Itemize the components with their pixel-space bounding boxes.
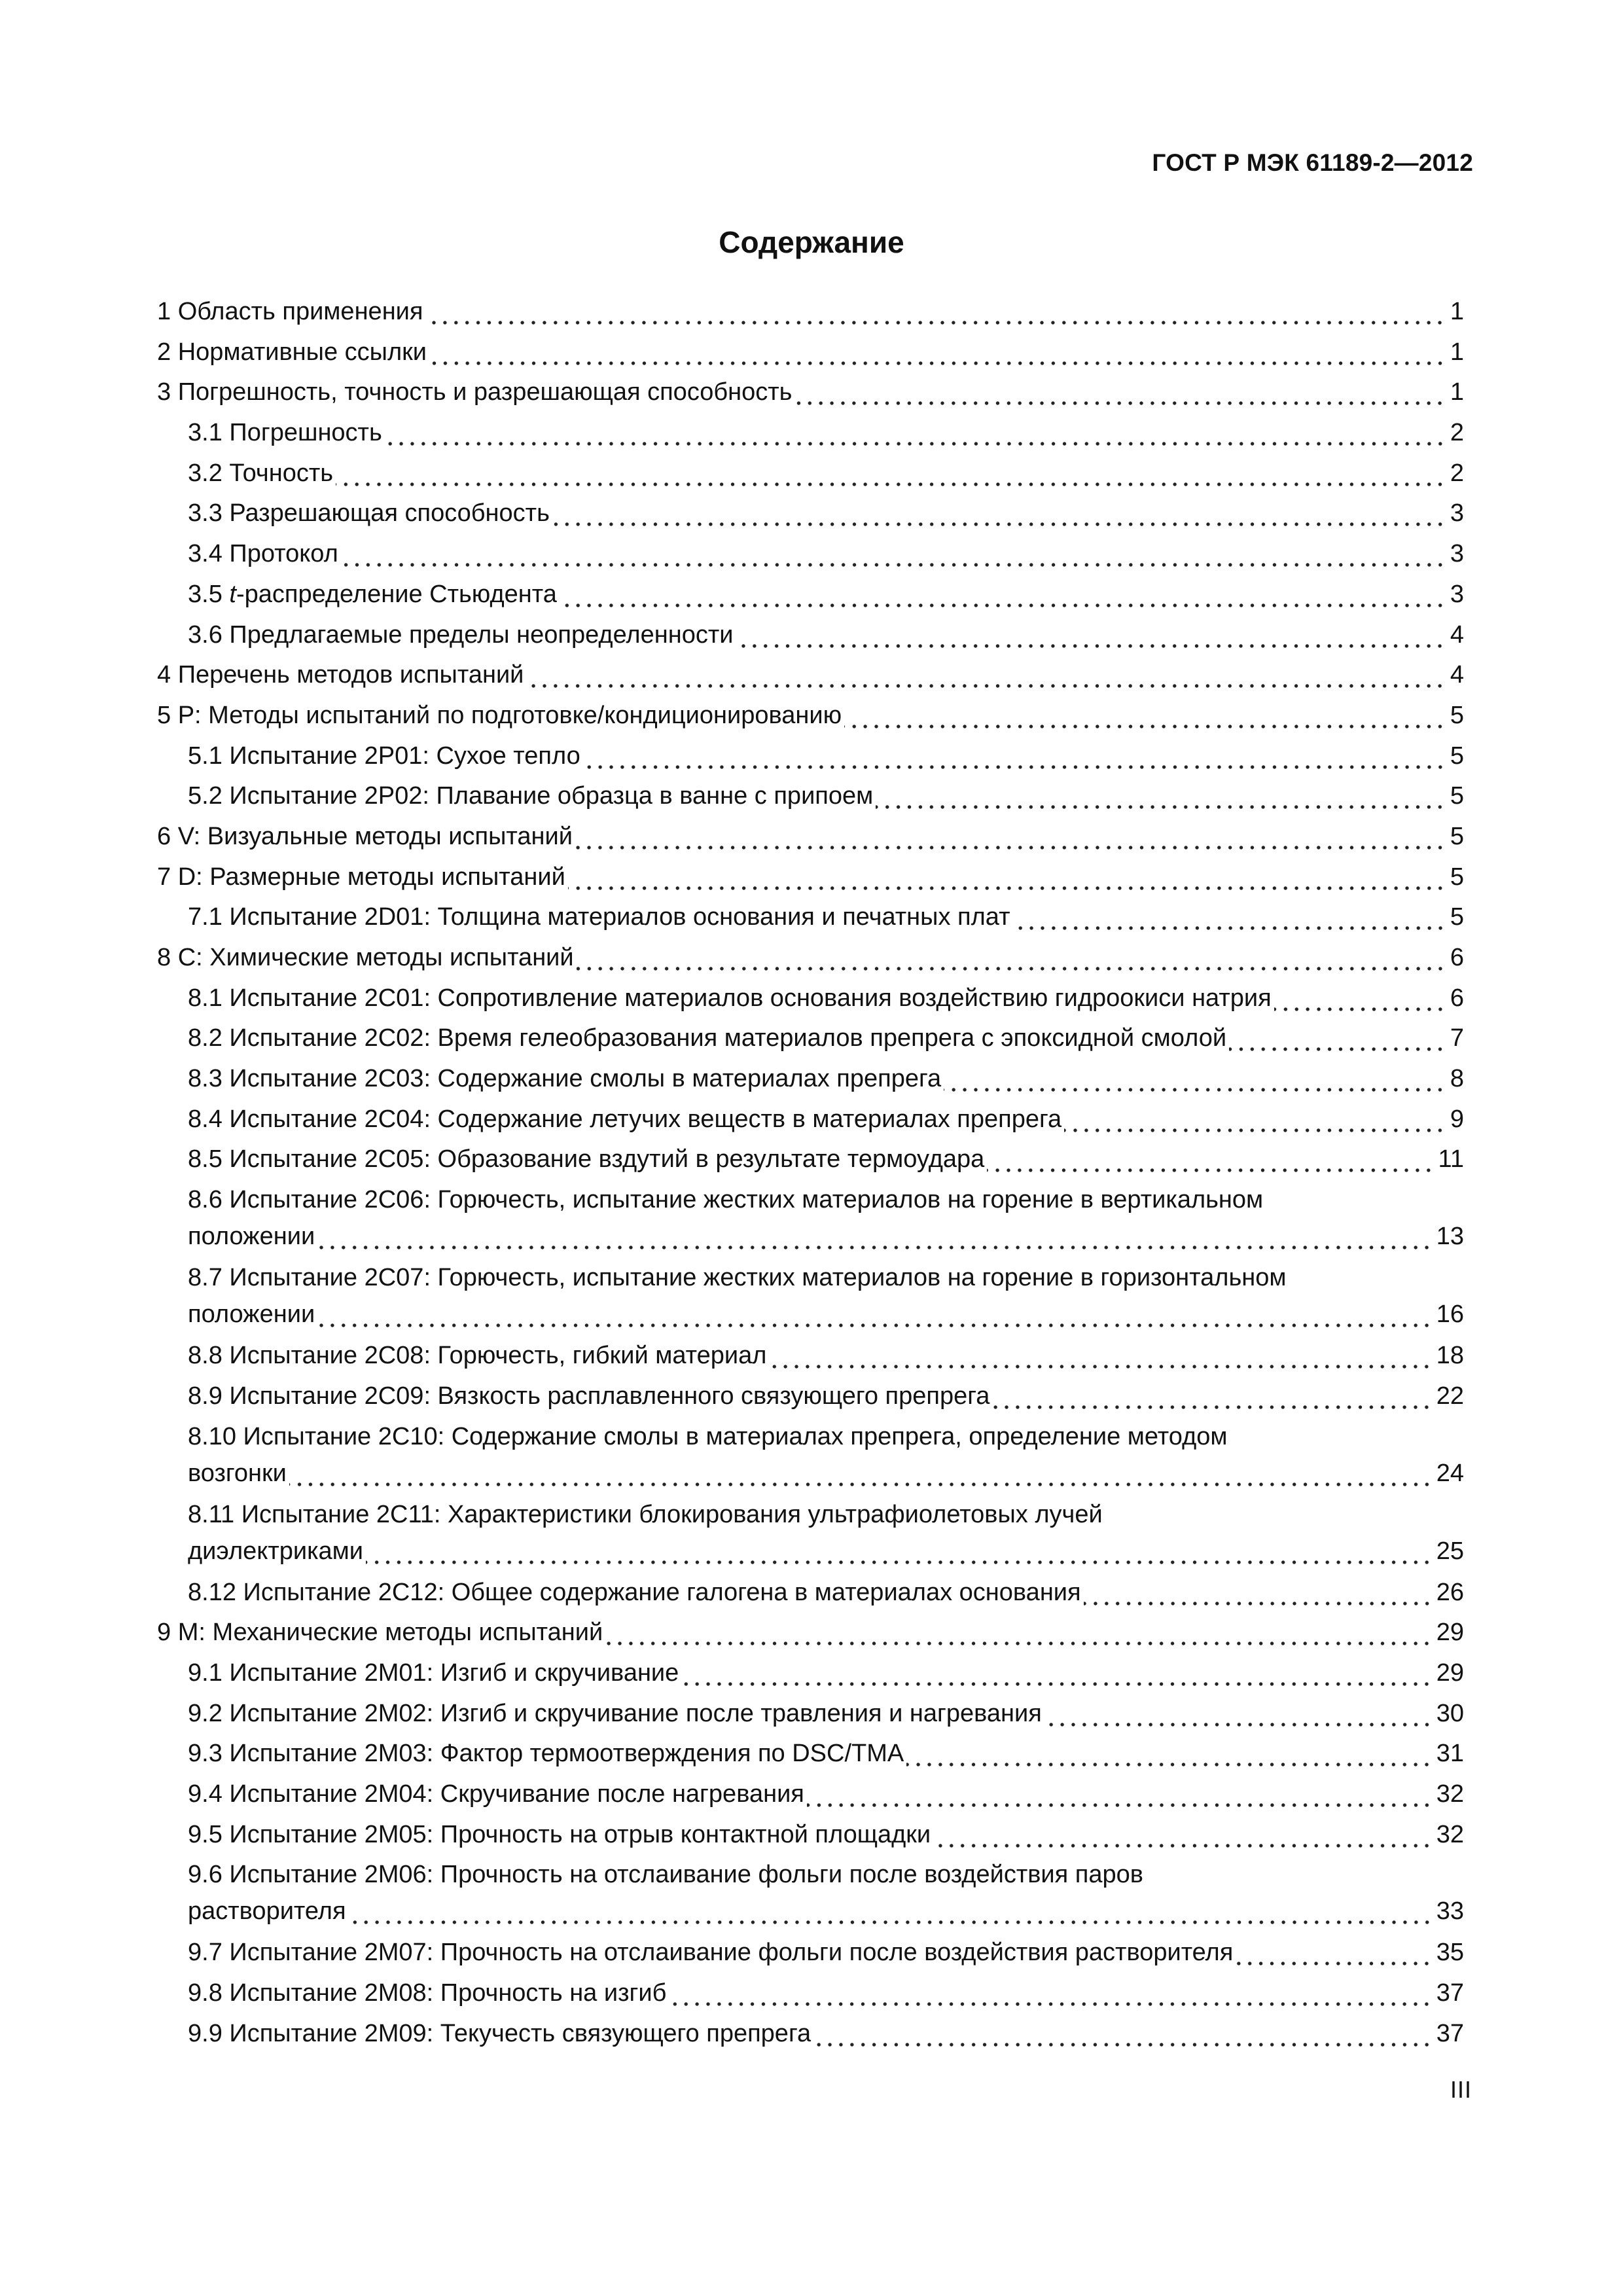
toc-page-number: 11 bbox=[1438, 1145, 1464, 1174]
toc-entry[interactable] bbox=[157, 577, 1464, 618]
dot-leader bbox=[669, 1976, 1432, 2010]
toc-page-number: 4 bbox=[1450, 620, 1464, 649]
dot-leader bbox=[526, 658, 1446, 692]
toc-entry[interactable] bbox=[157, 1021, 1464, 1062]
toc-page-number: 5 bbox=[1450, 701, 1464, 729]
toc-entry-text-continued: диэлектриками bbox=[188, 1537, 364, 1565]
toc-entry-text: 8.3 Испытание 2С03: Содержание смолы в материалах препрега bbox=[188, 1065, 942, 1093]
toc-page-number: 22 bbox=[1436, 1382, 1464, 1410]
toc-entry[interactable] bbox=[157, 1818, 1464, 1858]
toc-entry-text: 8.4 Испытание 2С04: Содержание летучих веществ в материалах препрега bbox=[188, 1105, 1062, 1133]
toc-page-number: 30 bbox=[1436, 1699, 1464, 1727]
dot-leader bbox=[1044, 1696, 1433, 1731]
toc-page-number: 18 bbox=[1436, 1342, 1464, 1370]
toc-entry-text-continued: положении bbox=[188, 1223, 315, 1251]
toc-page-number: 35 bbox=[1436, 1939, 1464, 1967]
toc-entry-text: 8 С: Химические методы испытаний bbox=[157, 944, 574, 971]
toc-page-number: 29 bbox=[1436, 1659, 1464, 1687]
toc-entry[interactable] bbox=[157, 1183, 1464, 1261]
toc-entry[interactable] bbox=[157, 618, 1464, 658]
toc-entry[interactable] bbox=[157, 537, 1464, 577]
toc-page-number: 6 bbox=[1450, 984, 1464, 1012]
toc-entry-text: 9.9 Испытание 2М09: Текучесть связующего препрега bbox=[188, 2019, 812, 2047]
toc-entry-text: 9 М: Механические методы испытаний bbox=[157, 1619, 603, 1647]
toc-entry-text: 7.1 Испытание 2D01: Толщина материалов основания и печатных плат bbox=[188, 903, 1010, 931]
toc-page-number: 32 bbox=[1436, 1820, 1464, 1848]
standard-designation: ГОСТ Р МЭК 61189-2—2012 bbox=[1152, 149, 1473, 176]
dot-leader bbox=[583, 739, 1446, 773]
toc-page-number: 5 bbox=[1450, 822, 1464, 850]
toc-entry[interactable] bbox=[157, 1777, 1464, 1818]
toc-entry-text: 8.11 Испытание 2С11: Характеристики блокирования ультрафиолетовых лучей bbox=[188, 1500, 1103, 1528]
dot-leader bbox=[552, 496, 1446, 530]
toc-entry[interactable] bbox=[157, 900, 1464, 941]
toc-entry-text-continued: растворителя bbox=[188, 1897, 346, 1926]
toc-page-number: 5 bbox=[1450, 742, 1464, 770]
toc-entry[interactable] bbox=[157, 1420, 1464, 1498]
toc-entry[interactable] bbox=[157, 496, 1464, 537]
toc-entry-text: 8.12 Испытание 2С12: Общее содержание галогена в материалах основания bbox=[188, 1578, 1081, 1606]
toc-entry[interactable] bbox=[157, 1736, 1464, 1777]
toc-page-number: 26 bbox=[1436, 1578, 1464, 1606]
toc-page-number: 7 bbox=[1450, 1024, 1464, 1052]
toc-entry[interactable] bbox=[157, 1857, 1464, 1935]
toc-page-number: 2 bbox=[1450, 419, 1464, 447]
toc-entry-text: 7 D: Размерные методы испытаний bbox=[157, 863, 565, 891]
toc-page-number: 33 bbox=[1436, 1897, 1464, 1926]
dot-leader bbox=[336, 456, 1446, 490]
toc-entry[interactable] bbox=[157, 1575, 1464, 1616]
toc-entry[interactable] bbox=[157, 1142, 1464, 1183]
toc-page-number: 3 bbox=[1450, 540, 1464, 568]
dot-leader bbox=[844, 698, 1446, 732]
toc-entry-text: 5.1 Испытание 2P01: Сухое тепло bbox=[188, 742, 580, 770]
toc-page-number: 2 bbox=[1450, 459, 1464, 487]
dot-leader bbox=[568, 860, 1446, 894]
dot-leader bbox=[605, 1615, 1433, 1649]
toc-title: Содержание bbox=[719, 225, 904, 259]
toc-entry-text: 8.9 Испытание 2С09: Вязкость расплавленного связующего препрега bbox=[188, 1382, 990, 1410]
dot-leader bbox=[769, 1338, 1432, 1372]
toc-entry-text-continued: положении bbox=[188, 1300, 315, 1329]
dot-leader bbox=[944, 1062, 1446, 1096]
toc-entry-text: 9.2 Испытание 2М02: Изгиб и скручивание после травления и нагревания bbox=[188, 1699, 1042, 1727]
table-of-contents bbox=[157, 295, 1464, 2056]
toc-page-number: 3 bbox=[1450, 499, 1464, 528]
toc-entry-text: 5.2 Испытание 2P02: Плавание образца в ванне с припоем bbox=[188, 782, 874, 810]
toc-entry[interactable] bbox=[157, 819, 1464, 860]
dot-leader bbox=[577, 941, 1446, 975]
toc-entry-text: 3 Погрешность, точность и разрешающая способность bbox=[157, 378, 793, 406]
dot-leader bbox=[933, 1818, 1433, 1852]
dot-leader bbox=[1229, 1021, 1446, 1055]
toc-entry-text: 9.4 Испытание 2М04: Скручивание после нагревания bbox=[188, 1780, 804, 1808]
dot-leader bbox=[317, 1219, 1433, 1253]
toc-entry[interactable] bbox=[157, 658, 1464, 698]
page-number-footer: III bbox=[1450, 2076, 1472, 2103]
dot-leader bbox=[1236, 1935, 1432, 1969]
toc-entry-text: 3.3 Разрешающая способность bbox=[188, 499, 550, 528]
toc-page-number: 37 bbox=[1436, 1979, 1464, 2007]
dot-leader bbox=[906, 1736, 1432, 1770]
dot-leader bbox=[813, 2017, 1433, 2051]
toc-entry-text: 3.1 Погрешность bbox=[188, 419, 382, 447]
dot-leader bbox=[575, 819, 1446, 853]
dot-leader bbox=[794, 375, 1446, 409]
toc-page-number: 8 bbox=[1450, 1065, 1464, 1093]
dot-leader bbox=[560, 577, 1446, 611]
dot-leader bbox=[681, 1656, 1432, 1690]
toc-entry-rest: -распределение Стьюдента bbox=[236, 580, 557, 608]
toc-page-number: 32 bbox=[1436, 1780, 1464, 1808]
toc-page-number: 1 bbox=[1450, 378, 1464, 406]
toc-entry[interactable] bbox=[157, 375, 1464, 416]
toc-entry[interactable] bbox=[157, 295, 1464, 335]
toc-entry-text: 6 V: Визуальные методы испытаний bbox=[157, 822, 573, 850]
dot-leader bbox=[429, 335, 1446, 369]
toc-entry-text: 9.5 Испытание 2М05: Прочность на отрыв контактной площадки bbox=[188, 1820, 931, 1848]
toc-page-number: 3 bbox=[1450, 580, 1464, 608]
toc-page-number: 5 bbox=[1450, 903, 1464, 931]
toc-page-number: 24 bbox=[1436, 1459, 1464, 1487]
toc-entry-text: 8.6 Испытание 2С06: Горючесть, испытание жестких материалов на горение в вертикальном bbox=[188, 1186, 1264, 1214]
dot-leader bbox=[349, 1894, 1433, 1928]
toc-entry-text: 2 Нормативные ссылки bbox=[157, 338, 427, 366]
toc-entry-text: 3.4 Протокол bbox=[188, 540, 338, 568]
toc-entry[interactable] bbox=[157, 335, 1464, 376]
toc-entry[interactable] bbox=[157, 981, 1464, 1022]
toc-entry[interactable] bbox=[157, 1498, 1464, 1575]
dot-leader bbox=[807, 1777, 1433, 1811]
toc-page-number: 1 bbox=[1450, 298, 1464, 325]
dot-leader bbox=[1064, 1102, 1446, 1136]
toc-entry[interactable] bbox=[157, 1935, 1464, 1976]
toc-page-number: 5 bbox=[1450, 863, 1464, 891]
toc-page-number: 1 bbox=[1450, 338, 1464, 366]
toc-entry[interactable] bbox=[157, 456, 1464, 497]
toc-page-number: 6 bbox=[1450, 944, 1464, 971]
toc-entry-text: 5 P: Методы испытаний по подготовке/кондиционированию bbox=[157, 701, 842, 729]
toc-entry[interactable] bbox=[157, 1696, 1464, 1737]
toc-entry-text: 9.8 Испытание 2М08: Прочность на изгиб bbox=[188, 1979, 667, 2007]
toc-page-number: 9 bbox=[1450, 1105, 1464, 1133]
toc-entry-text: 8.10 Испытание 2С10: Содержание смолы в материалах препрега, определение методом bbox=[188, 1422, 1228, 1450]
toc-entry[interactable] bbox=[157, 1656, 1464, 1696]
toc-page-number: 25 bbox=[1436, 1537, 1464, 1565]
toc-entry[interactable] bbox=[157, 416, 1464, 456]
dot-leader bbox=[366, 1534, 1433, 1568]
dot-leader bbox=[987, 1142, 1434, 1176]
toc-entry-text: 3.2 Точность bbox=[188, 459, 334, 487]
dot-leader bbox=[1274, 981, 1446, 1015]
dot-leader bbox=[341, 537, 1446, 571]
toc-entry-text: 9.1 Испытание 2М01: Изгиб и скручивание bbox=[188, 1659, 679, 1687]
toc-entry[interactable] bbox=[157, 1338, 1464, 1379]
toc-entry[interactable] bbox=[157, 941, 1464, 981]
toc-page-number: 5 bbox=[1450, 782, 1464, 810]
toc-page-number: 4 bbox=[1450, 661, 1464, 689]
toc-entry[interactable] bbox=[157, 739, 1464, 780]
toc-entry-text: 9.6 Испытание 2М06: Прочность на отслаивание фольги после воздействия паров bbox=[188, 1861, 1143, 1889]
toc-entry[interactable] bbox=[157, 779, 1464, 819]
toc-entry[interactable] bbox=[157, 698, 1464, 739]
toc-entry-text: 8.2 Испытание 2С02: Время гелеобразования материалов препрега с эпоксидной смолой bbox=[188, 1024, 1227, 1052]
toc-entry-text: 9.7 Испытание 2М07: Прочность на отслаивание фольги после воздействия растворителя bbox=[188, 1939, 1234, 1967]
toc-page-number: 29 bbox=[1436, 1619, 1464, 1647]
toc-entry-text: 8.7 Испытание 2С07: Горючесть, испытание жестких материалов на горение в горизонтальном bbox=[188, 1264, 1287, 1292]
toc-entry-text-continued: возгонки bbox=[188, 1459, 287, 1487]
toc-entry-text bbox=[188, 577, 557, 611]
toc-page-number: 13 bbox=[1436, 1223, 1464, 1251]
dot-leader bbox=[289, 1456, 1433, 1490]
dot-leader bbox=[876, 779, 1446, 813]
toc-entry-text: 8.1 Испытание 2С01: Сопротивление материалов основания воздействию гидроокиси натрия bbox=[188, 984, 1272, 1012]
toc-entry[interactable] bbox=[157, 1102, 1464, 1143]
dot-leader bbox=[317, 1297, 1433, 1331]
toc-page-number: 16 bbox=[1436, 1300, 1464, 1329]
dot-leader bbox=[1084, 1575, 1433, 1609]
toc-entry-prefix: 3.5 bbox=[188, 580, 230, 608]
dot-leader bbox=[385, 416, 1446, 450]
toc-entry[interactable] bbox=[157, 2017, 1464, 2057]
dot-leader bbox=[736, 618, 1446, 652]
italic-t: t bbox=[229, 580, 236, 608]
toc-entry-text: 9.3 Испытание 2М03: Фактор термоотверждения по DSC/TMA bbox=[188, 1740, 904, 1768]
toc-page-number: 31 bbox=[1436, 1740, 1464, 1768]
toc-entry[interactable] bbox=[157, 1976, 1464, 2017]
toc-entry[interactable] bbox=[157, 1062, 1464, 1102]
toc-entry-text: 8.5 Испытание 2С05: Образование вздутий в результате термоудара bbox=[188, 1145, 985, 1174]
toc-entry[interactable] bbox=[157, 860, 1464, 901]
toc-entry-text: 1 Область применения bbox=[157, 298, 423, 325]
toc-entry[interactable] bbox=[157, 1261, 1464, 1338]
dot-leader bbox=[425, 295, 1446, 329]
toc-entry[interactable] bbox=[157, 1379, 1464, 1420]
dot-leader bbox=[1013, 900, 1446, 934]
dot-leader bbox=[992, 1379, 1432, 1413]
toc-page-number: 37 bbox=[1436, 2019, 1464, 2047]
toc-entry[interactable] bbox=[157, 1615, 1464, 1656]
toc-entry-text: 4 Перечень методов испытаний bbox=[157, 661, 524, 689]
toc-entry-text: 8.8 Испытание 2С08: Горючесть, гибкий материал bbox=[188, 1342, 767, 1370]
toc-entry-text: 3.6 Предлагаемые пределы неопределенности bbox=[188, 620, 734, 649]
